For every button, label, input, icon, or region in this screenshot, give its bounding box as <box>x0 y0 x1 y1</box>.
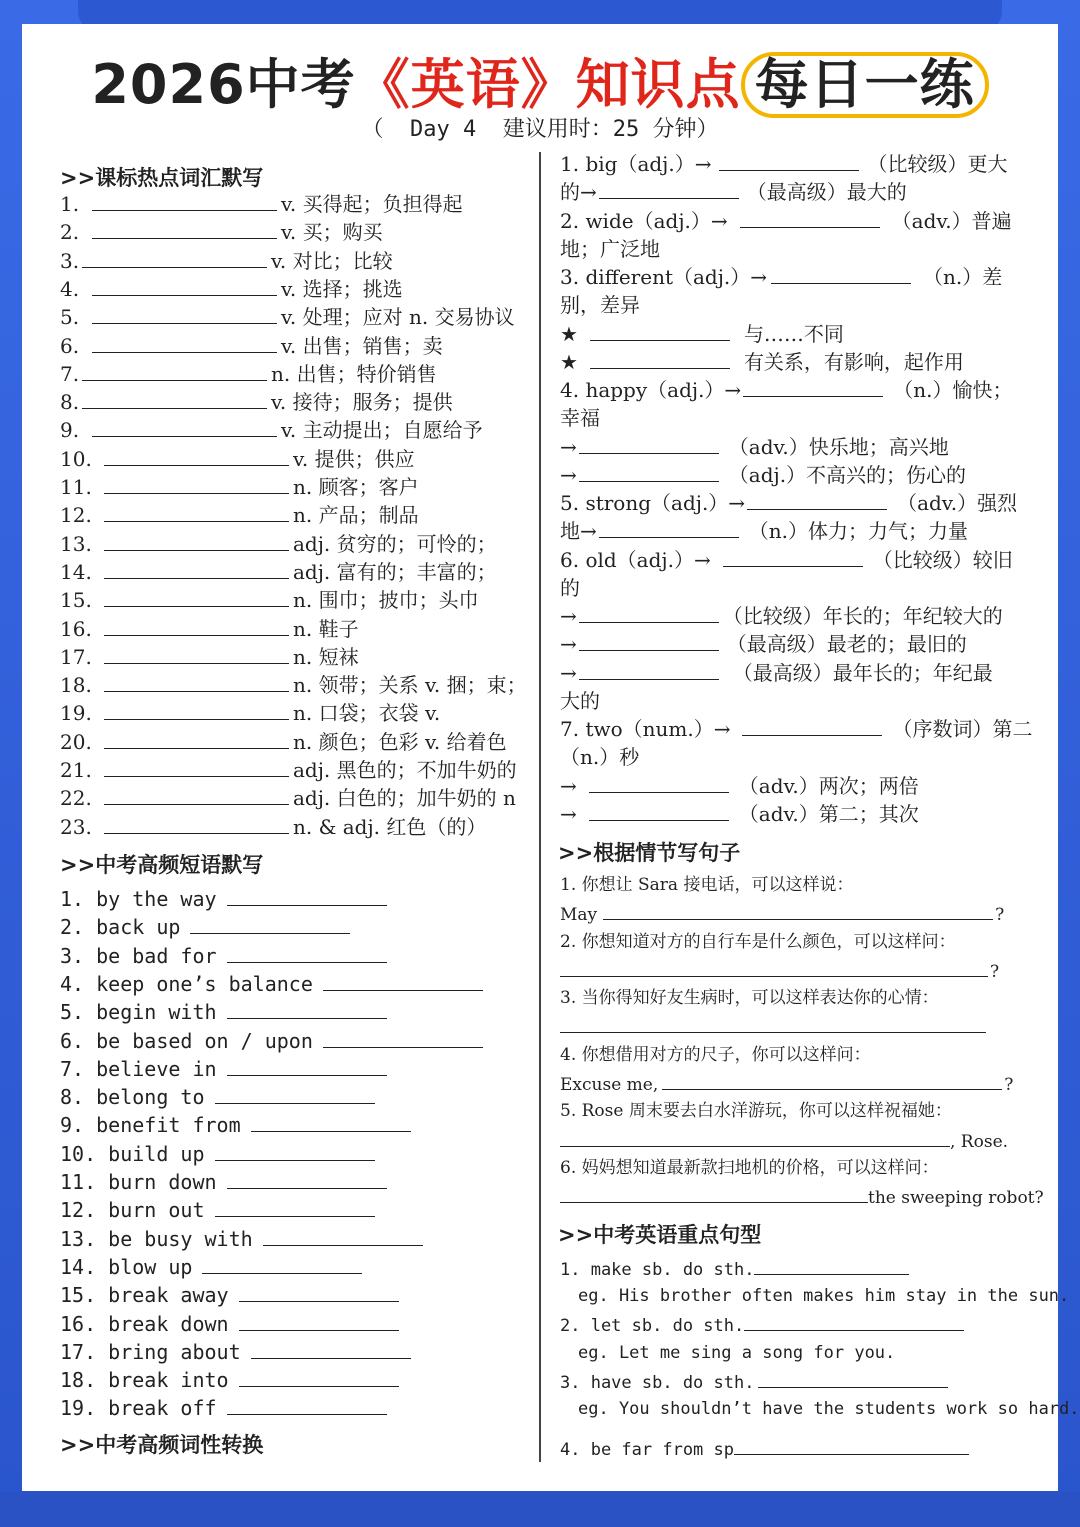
phrase-answer-blank[interactable] <box>215 1196 375 1217</box>
situations-heading: >>根据情节写句子 <box>558 841 741 865</box>
phrase-row <box>60 1027 483 1055</box>
vocab-meaning: n. 领带；关系 v. 捆；束； <box>293 673 527 698</box>
page-title <box>0 42 1080 119</box>
phrase-answer-blank[interactable] <box>227 885 387 906</box>
title-year: 2026中考 <box>91 53 356 116</box>
vocab-answer-blank[interactable] <box>104 586 289 607</box>
vocab-row <box>60 190 463 218</box>
phrase-row <box>60 1168 387 1196</box>
phrase-text: 2. back up <box>60 915 181 940</box>
vocab-row <box>60 360 437 388</box>
situation-q5: 5. Rose 周末要去白水洋游玩，你可以这样祝福她： <box>560 1101 952 1121</box>
phrase-answer-blank[interactable] <box>227 998 387 1019</box>
vocab-answer-blank[interactable] <box>104 445 289 466</box>
phrase-answer-blank[interactable] <box>215 1083 375 1104</box>
phrase-text: 4. keep one’s balance <box>60 971 313 996</box>
phrase-row <box>60 913 350 941</box>
vocab-row <box>60 615 359 643</box>
vocab-answer-blank[interactable] <box>104 558 289 579</box>
answer-blank[interactable] <box>590 348 730 369</box>
vocab-meaning: adj. 贫穷的；可怜的； <box>293 531 497 556</box>
phrase-text: 14. blow up <box>60 1254 193 1279</box>
vocab-row <box>60 643 359 671</box>
vocab-number: 15. <box>60 588 92 613</box>
title-topic: 知识点 <box>575 53 741 116</box>
vocab-meaning: adj. 白色的；加牛奶的 n <box>293 786 516 811</box>
answer-blank[interactable] <box>599 178 739 199</box>
vocab-number: 13. <box>60 531 92 556</box>
answer-line[interactable] <box>734 1434 969 1455</box>
vocab-row <box>60 275 403 303</box>
vocab-meaning: v. 主动提出；自愿给予 <box>281 418 483 443</box>
phrase-answer-blank[interactable] <box>227 942 387 963</box>
vocab-meaning: adj. 黑色的；不加牛奶的 <box>293 758 517 782</box>
answer-line[interactable] <box>754 1254 909 1275</box>
vocab-answer-blank[interactable] <box>92 303 277 324</box>
answer-line[interactable] <box>560 1182 868 1203</box>
answer-blank[interactable] <box>579 659 719 680</box>
phrase-answer-blank[interactable] <box>215 1140 375 1161</box>
phrase-text: 6. be based on / upon <box>60 1028 313 1053</box>
vocab-meaning: n. 短袜 <box>293 644 359 669</box>
answer-blank[interactable] <box>719 150 859 171</box>
phrase-text: 18. break into <box>60 1368 229 1393</box>
phrase-text: 1. by the way <box>60 887 217 911</box>
phrase-answer-blank[interactable] <box>239 1366 399 1387</box>
phrase-row <box>60 885 387 913</box>
phrases-heading: >>中考高频短语默写 <box>60 853 264 877</box>
vocab-meaning: n. 口袋；衣袋 v. <box>293 701 441 726</box>
vocab-meaning: v. 提供；供应 <box>293 446 415 471</box>
vocab-meaning: n. 产品；制品 <box>293 503 419 528</box>
vocab-row <box>60 303 515 331</box>
vocab-answer-blank[interactable] <box>104 501 289 522</box>
answer-blank[interactable] <box>599 517 739 538</box>
vocab-heading: >>课标热点词汇默写 <box>60 166 264 190</box>
vocab-number: 3. <box>60 248 80 273</box>
vocab-number: 7. <box>60 361 80 386</box>
vocab-number: 14. <box>60 559 92 584</box>
bottom-band <box>0 1492 1080 1527</box>
phrase-answer-blank[interactable] <box>227 1394 387 1415</box>
phrase-text: 11. burn down <box>60 1170 217 1194</box>
phrase-row <box>60 1394 387 1422</box>
answer-line[interactable] <box>603 899 993 920</box>
vocab-answer-blank[interactable] <box>104 473 289 494</box>
answer-blank[interactable] <box>771 263 911 284</box>
vocab-row <box>60 586 479 614</box>
vocab-meaning: n. 围巾；披巾；头巾 <box>293 588 479 613</box>
vocab-number: 5. <box>60 305 80 330</box>
phrase-text: 8. belong to <box>60 1085 205 1110</box>
wordforms-heading: >>中考高频词性转换 <box>60 1433 264 1457</box>
vocab-meaning: v. 选择；挑选 <box>281 276 403 301</box>
situation-q1: 1. 你想让 Sara 接电话，可以这样说： <box>560 875 854 895</box>
vocab-answer-blank[interactable] <box>104 643 289 664</box>
vocab-row <box>60 558 497 586</box>
vocab-number: 23. <box>60 814 92 839</box>
answer-line[interactable] <box>758 1367 948 1388</box>
vocab-row <box>60 388 453 416</box>
vocab-answer-blank[interactable] <box>82 388 267 409</box>
vocab-number: 8. <box>60 390 80 415</box>
vocab-meaning: v. 接待；服务；提供 <box>271 390 453 415</box>
phrase-answer-blank[interactable] <box>323 970 483 991</box>
phrase-answer-blank[interactable] <box>190 913 350 934</box>
phrase-text: 10. build up <box>60 1141 205 1166</box>
vocab-number: 9. <box>60 418 80 443</box>
phrase-row <box>60 1225 423 1253</box>
vocab-number: 4. <box>60 276 80 301</box>
vocab-number: 21. <box>60 758 92 782</box>
phrase-text: 7. believe in <box>60 1056 217 1081</box>
vocab-answer-blank[interactable] <box>104 615 289 636</box>
vocab-row <box>60 445 415 473</box>
vocab-answer-blank[interactable] <box>82 247 267 268</box>
phrase-row <box>60 970 483 998</box>
vocab-row <box>60 473 419 501</box>
answer-blank[interactable] <box>579 602 719 623</box>
vocab-meaning: v. 对比；比较 <box>271 248 393 273</box>
phrase-answer-blank[interactable] <box>239 1310 399 1331</box>
vocab-answer-blank[interactable] <box>92 190 277 211</box>
phrase-text: 19. break off <box>60 1396 217 1421</box>
phrase-row <box>60 1310 399 1338</box>
answer-blank[interactable] <box>579 630 719 651</box>
vocab-row <box>60 728 507 756</box>
vocab-row <box>60 671 527 699</box>
phrase-text: 12. burn out <box>60 1198 205 1223</box>
phrase-row <box>60 1253 362 1281</box>
phrase-answer-blank[interactable] <box>251 1338 411 1359</box>
pattern-example: eg. Let me sing a song for you. <box>578 1343 896 1363</box>
answer-blank[interactable] <box>589 772 729 793</box>
vocab-row <box>60 247 393 275</box>
answer-blank[interactable] <box>723 546 863 567</box>
vocab-answer-blank[interactable] <box>92 416 277 437</box>
vocab-meaning: v. 买；购买 <box>281 220 383 245</box>
phrase-text: 15. break away <box>60 1283 229 1308</box>
phrase-row <box>60 1281 399 1309</box>
phrase-row <box>60 1055 387 1083</box>
vocab-number: 17. <box>60 644 92 669</box>
situation-q2: 2. 你想知道对方的自行车是什么颜色，可以这样问： <box>560 932 956 952</box>
vocab-row <box>60 530 497 558</box>
situation-q6: 6. 妈妈想知道最新款扫地机的价格，可以这样问： <box>560 1158 939 1178</box>
phrase-row <box>60 998 387 1026</box>
phrase-row <box>60 1366 399 1394</box>
vocab-row <box>60 332 443 360</box>
vocab-row <box>60 756 517 784</box>
phrase-answer-blank[interactable] <box>263 1225 423 1246</box>
phrase-text: 16. break down <box>60 1311 229 1336</box>
vocab-row <box>60 218 383 246</box>
vocab-meaning: n. 鞋子 <box>293 616 359 641</box>
answer-line[interactable] <box>560 1126 950 1147</box>
vocab-answer-blank[interactable] <box>104 530 289 551</box>
answer-blank[interactable] <box>742 715 882 736</box>
answer-blank[interactable] <box>590 320 730 341</box>
vocab-row <box>60 784 516 812</box>
vocab-answer-blank[interactable] <box>104 813 289 834</box>
vocab-meaning: v. 处理；应对 n. 交易协议 <box>281 305 515 330</box>
subtitle: （ Day 4 建议用时：25 分钟） <box>361 117 719 142</box>
phrase-answer-blank[interactable] <box>227 1168 387 1189</box>
vocab-number: 19. <box>60 701 92 726</box>
vocab-answer-blank[interactable] <box>104 756 289 777</box>
phrase-answer-blank[interactable] <box>227 1055 387 1076</box>
vocab-row <box>60 501 419 529</box>
vocab-meaning: n. 顾客；客户 <box>293 475 419 499</box>
vocab-answer-blank[interactable] <box>104 728 289 749</box>
patterns-heading: >>中考英语重点句型 <box>558 1223 762 1247</box>
phrase-text: 3. be bad for <box>60 943 217 968</box>
answer-blank[interactable] <box>579 461 719 482</box>
phrase-row <box>60 1338 411 1366</box>
vocab-row <box>60 416 483 444</box>
phrase-answer-blank[interactable] <box>323 1027 483 1048</box>
phrase-answer-blank[interactable] <box>202 1253 362 1274</box>
phrase-row <box>60 1140 375 1168</box>
vocab-number: 18. <box>60 673 92 698</box>
vocab-meaning: n. 颜色；色彩 v. 给着色 <box>293 729 507 754</box>
phrase-text: 17. bring about <box>60 1339 241 1364</box>
vocab-meaning: n. & adj. 红色（的） <box>293 814 487 839</box>
phrase-answer-blank[interactable] <box>251 1111 411 1132</box>
vocab-number: 10. <box>60 446 92 471</box>
answer-line[interactable] <box>662 1069 1002 1090</box>
vocab-meaning: v. 买得起；负担得起 <box>281 192 463 216</box>
phrase-text: 9. benefit from <box>60 1113 241 1138</box>
pattern-example: eg. His brother often makes him stay in the sun. <box>578 1286 1070 1306</box>
column-divider <box>539 152 541 1462</box>
vocab-number: 2. <box>60 220 80 245</box>
phrase-text: 5. begin with <box>60 1000 217 1025</box>
vocab-answer-blank[interactable] <box>82 360 267 381</box>
phrase-row <box>60 1083 375 1111</box>
vocab-number: 22. <box>60 786 92 811</box>
title-subject: 《英语》 <box>355 53 576 116</box>
vocab-answer-blank[interactable] <box>92 332 277 353</box>
situation-q3: 3. 当你得知好友生病时，可以这样表达你的心情： <box>560 988 939 1008</box>
answer-blank[interactable] <box>747 489 887 510</box>
phrase-row <box>60 942 387 970</box>
phrase-text: 13. be busy with <box>60 1226 253 1251</box>
vocab-number: 11. <box>60 475 92 499</box>
phrase-row <box>60 1111 411 1139</box>
answer-line[interactable] <box>744 1310 964 1331</box>
vocab-answer-blank[interactable] <box>104 671 289 692</box>
vocab-answer-blank[interactable] <box>92 218 277 239</box>
situation-q4: 4. 你想借用对方的尺子，你可以这样问： <box>560 1045 871 1065</box>
vocab-answer-blank[interactable] <box>104 784 289 805</box>
answer-blank[interactable] <box>740 207 880 228</box>
title-highlight: 每日一练 <box>741 52 989 118</box>
answer-blank[interactable] <box>589 800 729 821</box>
answer-blank[interactable] <box>743 376 883 397</box>
pattern-example: eg. You shouldn’t have the students work so hard. <box>578 1399 1080 1419</box>
vocab-answer-blank[interactable] <box>104 699 289 720</box>
vocab-number: 16. <box>60 616 92 641</box>
vocab-number: 12. <box>60 503 92 528</box>
vocab-meaning: adj. 富有的；丰富的； <box>293 559 497 584</box>
vocab-row <box>60 699 440 727</box>
vocab-answer-blank[interactable] <box>92 275 277 296</box>
vocab-number: 20. <box>60 729 92 754</box>
vocab-meaning: v. 出售；销售；卖 <box>281 333 443 358</box>
answer-line[interactable] <box>560 1012 986 1033</box>
phrase-row <box>60 1196 375 1224</box>
vocab-row <box>60 813 486 841</box>
phrase-answer-blank[interactable] <box>239 1281 399 1302</box>
vocab-number: 6. <box>60 333 80 358</box>
answer-blank[interactable] <box>579 433 719 454</box>
vocab-meaning: n. 出售；特价销售 <box>271 361 437 386</box>
answer-line[interactable] <box>560 956 988 977</box>
vocab-number: 1. <box>60 192 80 216</box>
